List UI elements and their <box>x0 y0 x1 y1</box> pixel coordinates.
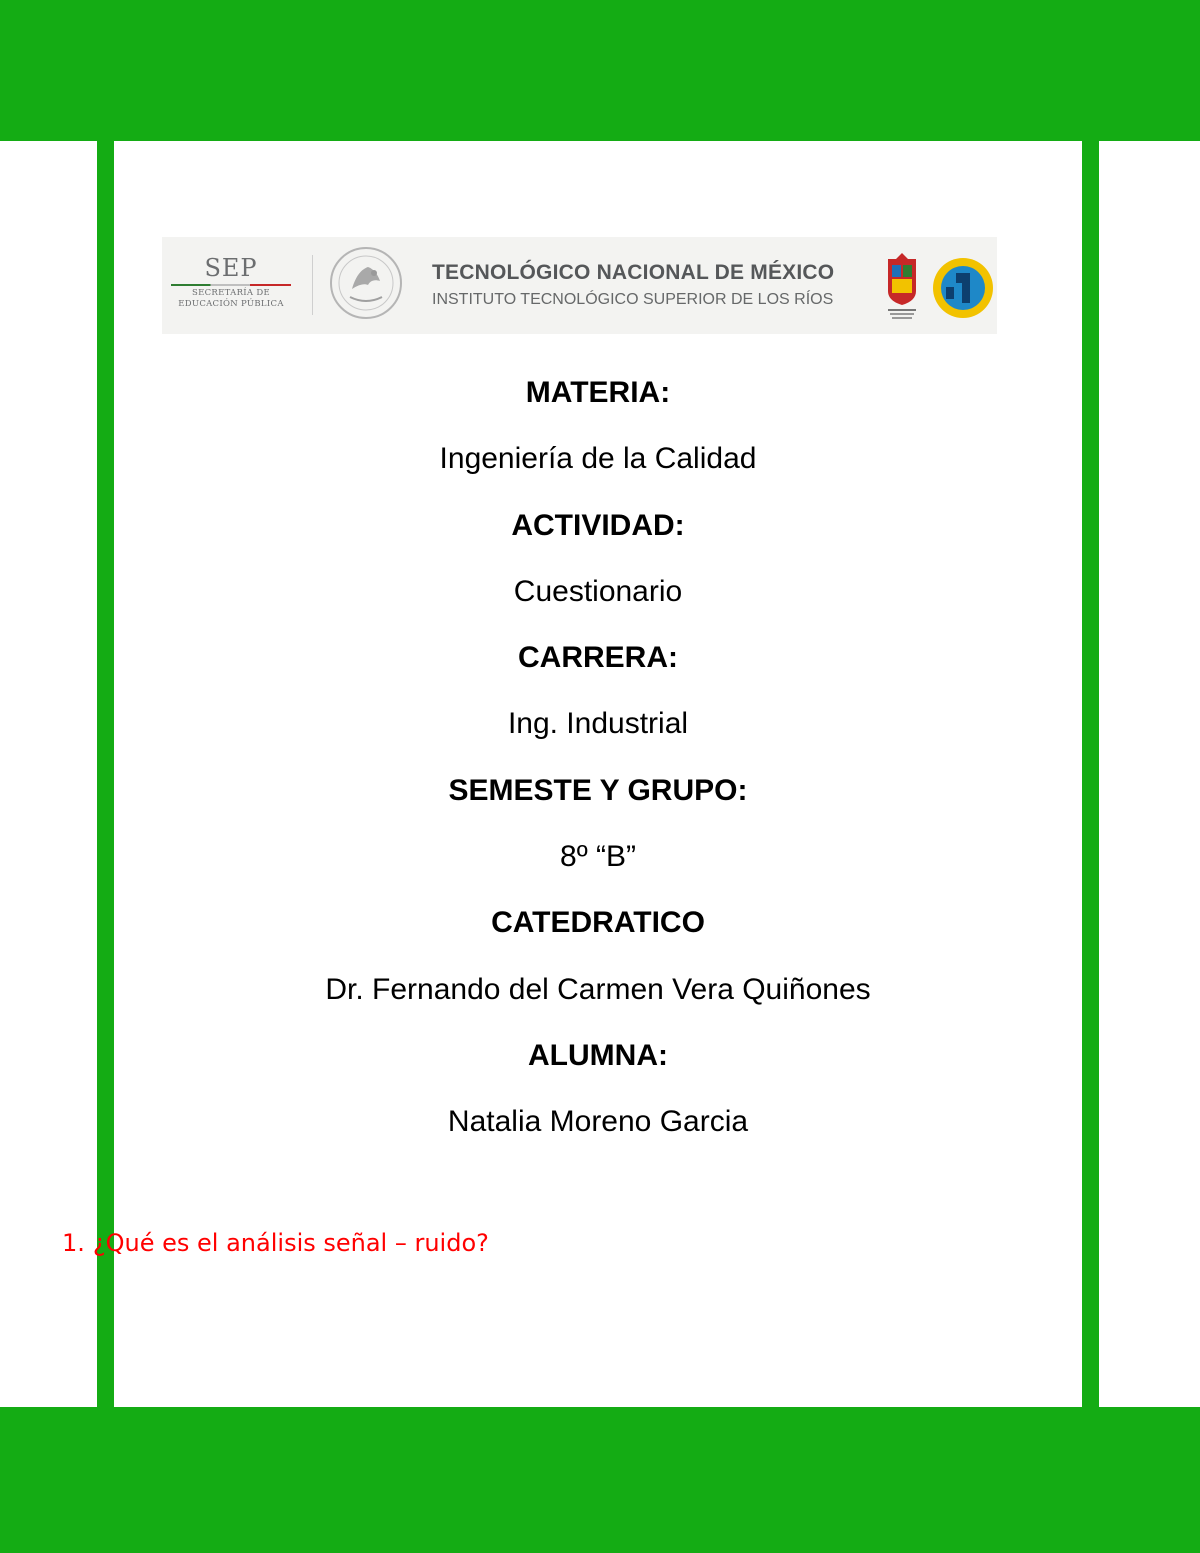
header-divider <box>312 255 313 315</box>
cover-page-info <box>114 360 1082 1156</box>
actividad-value: Cuestionario <box>513 574 683 608</box>
actividad-label: ACTIVIDAD: <box>511 508 685 542</box>
bottom-green-band <box>0 1407 1200 1553</box>
top-green-band <box>0 0 1200 141</box>
materia-value: Ingeniería de la Calidad <box>439 442 757 476</box>
institutional-header-banner <box>162 237 997 334</box>
header-title: TECNOLÓGICO NACIONAL DE MÉXICO <box>432 261 835 284</box>
materia-label: MATERIA: <box>525 376 671 409</box>
carrera-value: Ing. Industrial <box>507 707 689 741</box>
sep-logo <box>168 255 294 310</box>
eagle-seal-icon <box>328 245 404 321</box>
left-green-border <box>97 141 114 1407</box>
header-subtitle: INSTITUTO TECNOLÓGICO SUPERIOR DE LOS RÍOS <box>432 291 834 308</box>
alumna-value: Natalia Moreno Garcia <box>447 1105 749 1139</box>
semestre-value: 8º “B” <box>560 840 636 874</box>
sep-logo-line2: EDUCACIÓN PÚBLICA <box>178 299 284 309</box>
question-1 <box>62 1226 489 1260</box>
alumna-label: ALUMNA: <box>528 1038 668 1072</box>
sep-logo-line1: SECRETARÍA DE <box>192 288 270 298</box>
carrera-label: CARRERA: <box>518 641 678 675</box>
question-number: 1. <box>62 1229 85 1257</box>
itsr-logo-icon <box>932 257 994 319</box>
tabasco-crest-icon <box>882 251 922 319</box>
sep-logo-rule <box>171 284 291 286</box>
semestre-label: SEMESTE Y GRUPO: <box>448 773 748 807</box>
right-green-border <box>1082 141 1099 1407</box>
sep-logo-word: SEP <box>204 254 258 282</box>
question-text: ¿Qué es el análisis señal – ruido? <box>92 1229 489 1257</box>
catedratico-value: Dr. Fernando del Carmen Vera Quiñones <box>325 972 871 1006</box>
catedratico-label: CATEDRATICO <box>491 906 705 940</box>
